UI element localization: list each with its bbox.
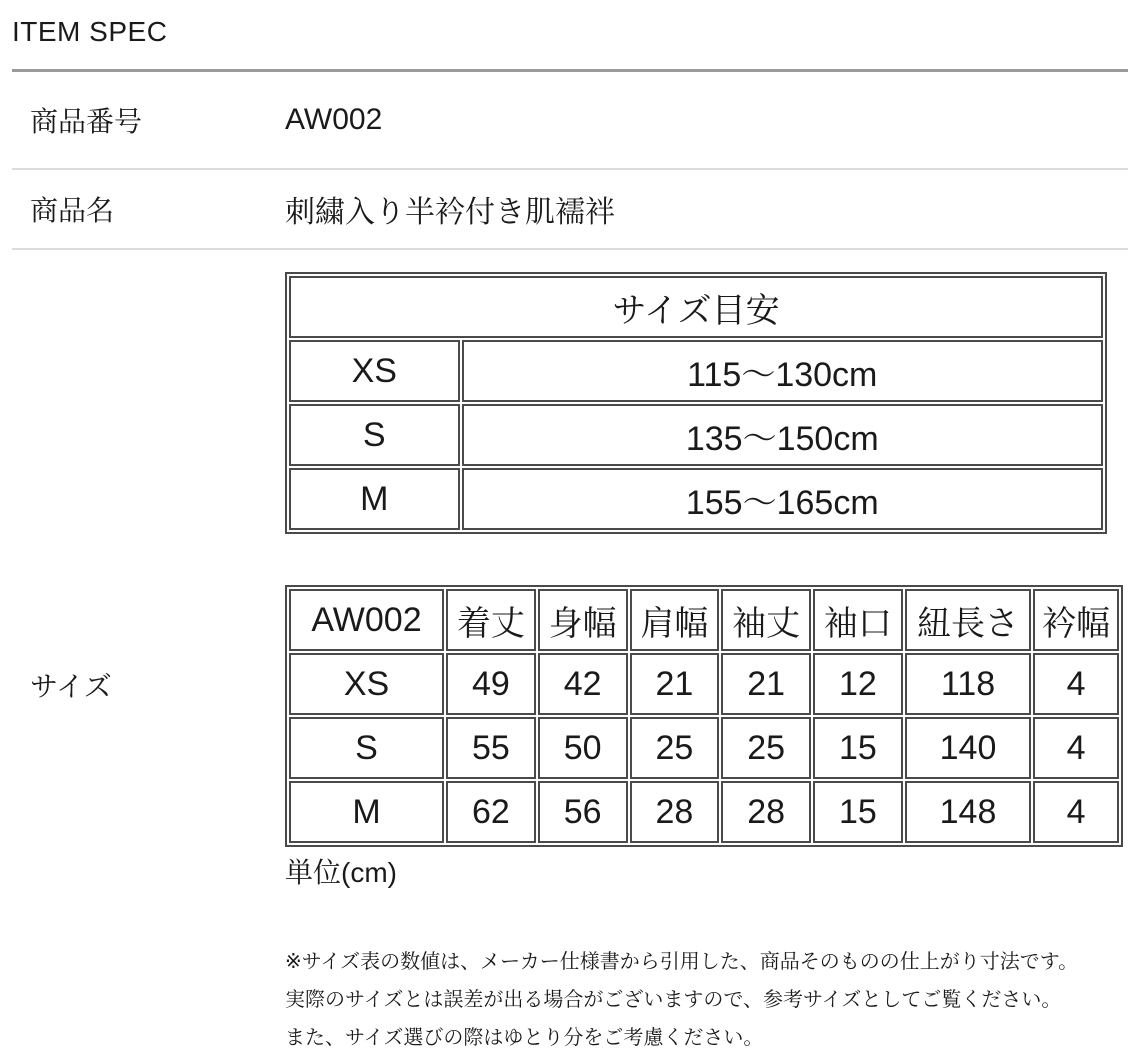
size-guide-title: サイズ目安 [289, 276, 1103, 338]
height-range-cell: 155〜165cm [462, 468, 1103, 530]
column-header: 紐長さ [905, 589, 1031, 651]
measurement-cell: 21 [630, 653, 720, 715]
measurement-cell: 4 [1033, 781, 1119, 843]
size-guide-table [285, 272, 1107, 534]
field-row-product-number [0, 72, 1142, 168]
measurement-cell: 55 [446, 717, 536, 779]
table-row [289, 717, 1119, 779]
page-title: ITEM SPEC [12, 16, 168, 47]
disclaimer-line: 実際のサイズとは誤差が出る場合がございますので、参考サイズとしてご覧ください。 [285, 989, 1062, 1011]
column-header: 袖口 [813, 589, 903, 651]
disclaimer-line: ※サイズ表の数値は、メーカー仕様書から引用した、商品そのものの仕上がり寸法です。 [285, 951, 1079, 973]
field-row-product-name [0, 170, 1142, 248]
table-row [289, 653, 1119, 715]
measurement-cell: 28 [721, 781, 811, 843]
measurement-cell: 148 [905, 781, 1031, 843]
measurements-header-row [289, 589, 1119, 651]
size-cell: XS [289, 653, 444, 715]
measurement-cell: 15 [813, 717, 903, 779]
measurement-cell: 56 [538, 781, 628, 843]
unit-label: 単位(cm) [285, 857, 397, 888]
column-header: 肩幅 [630, 589, 720, 651]
measurement-cell: 25 [721, 717, 811, 779]
product-name-value: 刺繍入り半衿付き肌襦袢 [285, 196, 615, 229]
measurement-cell: 12 [813, 653, 903, 715]
size-section [0, 250, 1142, 1057]
measurement-cell: 25 [630, 717, 720, 779]
measurement-cell: 49 [446, 653, 536, 715]
size-cell: S [289, 404, 460, 466]
column-header: AW002 [289, 589, 444, 651]
column-header: 身幅 [538, 589, 628, 651]
table-row [289, 468, 1103, 530]
measurements-table [285, 585, 1123, 847]
measurement-cell: 42 [538, 653, 628, 715]
disclaimer-line: また、サイズ選びの際はゆとり分をご考慮ください。 [285, 1027, 764, 1049]
measurement-cell: 140 [905, 717, 1031, 779]
size-cell: S [289, 717, 444, 779]
measurement-cell: 15 [813, 781, 903, 843]
product-name-label: 商品名 [30, 195, 115, 226]
measurement-cell: 4 [1033, 653, 1119, 715]
measurement-cell: 118 [905, 653, 1031, 715]
size-content [285, 250, 1123, 1057]
size-cell: XS [289, 340, 460, 402]
column-header: 袖丈 [721, 589, 811, 651]
table-row [289, 781, 1119, 843]
height-range-cell: 135〜150cm [462, 404, 1103, 466]
height-range-cell: 115〜130cm [462, 340, 1103, 402]
size-disclaimer [285, 943, 1123, 1057]
table-row [289, 340, 1103, 402]
size-guide-header-row [289, 276, 1103, 338]
column-header: 衿幅 [1033, 589, 1119, 651]
product-number-value: AW002 [285, 103, 383, 136]
size-cell: M [289, 468, 460, 530]
measurement-cell: 21 [721, 653, 811, 715]
measurement-cell: 28 [630, 781, 720, 843]
measurement-cell: 62 [446, 781, 536, 843]
table-row [289, 404, 1103, 466]
size-cell: M [289, 781, 444, 843]
size-label: サイズ [30, 671, 112, 702]
measurement-cell: 50 [538, 717, 628, 779]
measurement-cell: 4 [1033, 717, 1119, 779]
column-header: 着丈 [446, 589, 536, 651]
product-number-label: 商品番号 [30, 106, 143, 137]
